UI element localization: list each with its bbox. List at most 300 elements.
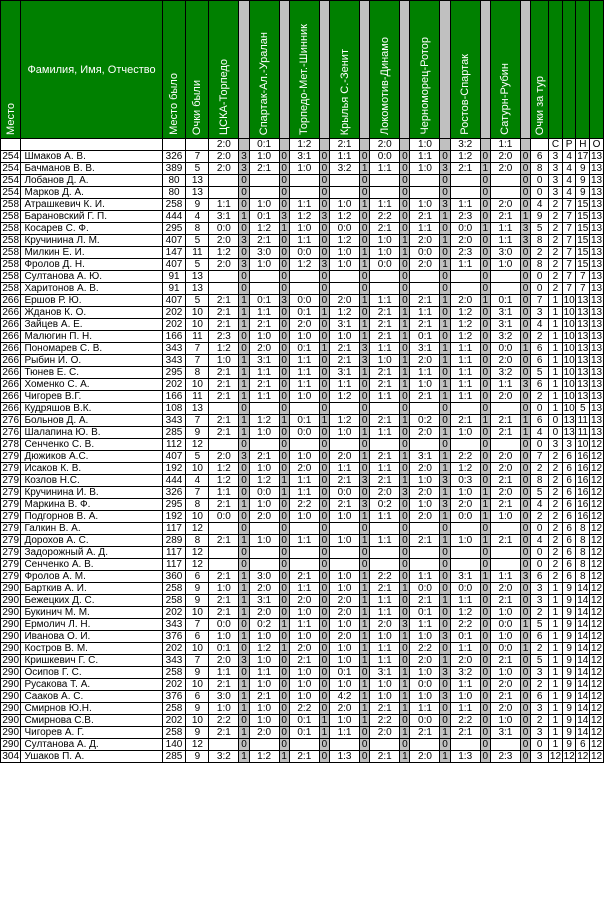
prediction-points-cell: 0 [440,247,450,259]
prediction-cell: 1:2 [209,475,239,487]
prev-points-cell: 12 [186,559,209,571]
prediction-cell: 2:0 [410,259,440,271]
prediction-points-cell: 1 [360,715,370,727]
prediction-points-cell: 0 [480,247,490,259]
table-row [1,235,604,247]
prediction-cell: 2:1 [410,391,440,403]
prediction-cell: 0:0 [490,643,520,655]
prediction-points-cell: 0 [520,283,530,295]
prediction-cell [249,523,279,535]
prediction-cell: 2:0 [249,607,279,619]
prediction-cell: 2:1 [490,655,520,667]
prediction-cell: 0:0 [410,715,440,727]
stat-cell: 13 [591,235,603,246]
prediction-cell: 2:1 [249,451,279,463]
prediction-cell: 1:1 [450,391,480,403]
prediction-cell: 1:0 [330,247,360,259]
prediction-cell [370,187,400,199]
prediction-cell: 0:0 [289,247,319,259]
table-row [1,679,604,691]
prediction-points-cell: 1 [360,511,370,523]
prediction-cell: 2:1 [450,163,480,175]
prediction-cell: 2:0 [289,319,319,331]
prediction-cell [410,739,440,751]
prediction-cell: 1:1 [330,151,360,163]
prediction-cell: 1:3 [450,751,480,763]
prediction-cell: 1:1 [410,619,440,631]
res-gap [279,139,289,151]
prediction-points-cell: 0 [440,223,450,235]
prediction-points-cell: 1 [360,259,370,271]
prev-place-cell: 376 [162,691,186,703]
prev-points-cell: 13 [186,271,209,283]
prediction-cell [209,439,239,451]
stat-cell: 13 [591,343,603,354]
prediction-points-cell: 0 [440,187,450,199]
table-row [1,283,604,295]
prediction-points-cell: 0 [319,751,329,763]
prediction-points-cell: 0 [520,667,530,679]
prediction-cell [330,559,360,571]
prediction-cell: 1:1 [450,703,480,715]
table-row [1,475,604,487]
header-pts-3 [319,1,329,139]
prediction-cell: 1:1 [450,355,480,367]
stat-cell: 2 [549,451,563,463]
table-row [1,355,604,367]
stat-cell: 9 [562,619,576,631]
name-cell: Зайцев А. Е. [21,319,162,331]
name-cell: Бежецких Д. С. [21,595,162,607]
header-prev-points: Очки были [186,1,209,139]
prediction-points-cell: 3 [520,571,530,583]
header-round-points: Очки за тур [531,1,549,139]
prediction-cell [209,559,239,571]
prediction-cell: 1:0 [209,631,239,643]
stat-cell: 6 [562,535,576,547]
name-cell: Сенченко А. В. [21,559,162,571]
header-match-1: ЦСКА-Торпедо [209,1,239,139]
prediction-points-cell: 3 [440,163,450,175]
prediction-cell: 2:0 [330,703,360,715]
name-cell: Пономарев С. В. [21,343,162,355]
prediction-cell [330,739,360,751]
prediction-cell: 1:1 [450,259,480,271]
place-cell: 254 [2,163,20,174]
stat-cell: 12 [591,727,603,738]
place-cell: 290 [2,631,20,642]
prev-place-cell: 202 [162,307,186,319]
prediction-cell: 2:0 [249,511,279,523]
prediction-points-cell: 0 [440,439,450,451]
stat-cell: 14 [577,607,589,618]
prediction-cell: 1:0 [490,667,520,679]
prediction-cell [249,271,279,283]
prediction-points-cell: 1 [440,319,450,331]
prediction-cell: 0:0 [209,619,239,631]
prediction-points-cell: 0 [319,667,329,679]
prev-points-cell: 7 [186,355,209,367]
prediction-cell: 1:0 [450,427,480,439]
table-row [1,619,604,631]
prediction-points-cell: 0 [480,595,490,607]
prediction-cell: 3:1 [450,571,480,583]
prev-place-cell: 192 [162,511,186,523]
prediction-points-cell: 0 [520,583,530,595]
stat-cell: 10 [563,295,575,306]
prediction-cell: 2:0 [410,511,440,523]
stat-cell: 6 [562,547,576,559]
prediction-points-cell: 3 [360,499,370,511]
stat-cell: 6 [562,475,576,487]
prediction-points-cell: 0 [480,355,490,367]
prediction-cell [490,547,520,559]
prediction-points-cell: 1 [319,307,329,319]
prediction-points-cell: 1 [400,667,410,679]
prediction-cell [249,283,279,295]
prediction-points-cell: 0 [239,523,249,535]
prediction-cell: 1:1 [450,199,480,211]
prediction-cell: 2:1 [370,379,400,391]
prev-points-cell: 10 [186,607,209,619]
name-cell: Тюнев Е. С. [21,367,162,379]
prediction-cell: 0:1 [289,715,319,727]
prediction-cell: 1:0 [330,511,360,523]
prediction-cell: 0:0 [289,295,319,307]
round-points-cell: 6 [531,343,549,355]
prediction-points-cell: 0 [239,547,249,559]
prediction-cell: 1:1 [370,655,400,667]
prediction-points-cell: 1 [400,691,410,703]
prev-place-cell: 117 [162,523,186,535]
stat-cell: 12 [563,751,575,762]
prev-points-cell: 12 [186,547,209,559]
prediction-points-cell: 0 [440,523,450,535]
prediction-cell: 2:0 [410,235,440,247]
prediction-points-cell: 1 [520,427,530,439]
table-row [1,439,604,451]
prediction-cell: 1:0 [289,391,319,403]
prediction-points-cell: 0 [520,439,530,451]
prediction-cell: 1:0 [330,583,360,595]
prediction-points-cell: 0 [400,295,410,307]
prediction-cell [490,739,520,751]
round-points-cell: 2 [531,391,549,403]
stat-cell: 16 [577,451,589,462]
prediction-points-cell: 0 [480,619,490,631]
prediction-cell: 3:1 [410,343,440,355]
res-gap [440,139,450,151]
prediction-points-cell: 0 [400,535,410,547]
prediction-cell: 2:2 [450,619,480,631]
prev-place-cell: 295 [162,223,186,235]
prediction-cell: 2:1 [370,307,400,319]
prediction-points-cell: 1 [360,319,370,331]
prediction-cell [289,547,319,559]
prediction-points-cell: 1 [400,475,410,487]
prediction-points-cell: 1 [239,583,249,595]
prediction-points-cell: 0 [520,199,530,211]
stat-cell: 2 [549,559,563,571]
prev-points-cell: 7 [186,151,209,163]
prediction-cell [490,559,520,571]
prediction-cell: 2:1 [209,307,239,319]
prediction-points-cell: 0 [480,187,490,199]
prediction-points-cell: 1 [520,211,530,223]
stat-cell: 12 [591,691,603,702]
prediction-points-cell: 0 [440,271,450,283]
stat-cell: 6 [562,487,576,499]
prediction-cell: 1:0 [330,619,360,631]
prediction-points-cell: 0 [279,535,289,547]
stat-cell: 13 [591,211,603,222]
prediction-points-cell: 1 [360,199,370,211]
res-gap [400,139,410,151]
stat-cell: 6 [562,463,576,475]
prediction-points-cell: 0 [279,691,289,703]
stat-cell: 4 [562,163,576,175]
prediction-cell [490,523,520,535]
prediction-points-cell: 1 [360,535,370,547]
prediction-points-cell: 0 [239,715,249,727]
prediction-points-cell: 1 [400,451,410,463]
place-cell: 258 [2,247,20,258]
match-result: 2:0 [209,139,239,151]
prediction-points-cell: 0 [520,319,530,331]
prediction-cell: 0:1 [289,307,319,319]
prediction-points-cell: 0 [279,163,289,175]
prediction-points-cell: 0 [440,415,450,427]
prediction-cell: 1:0 [370,235,400,247]
stat-cell: 13 [591,259,603,270]
name-cell: Галкин В. А. [21,523,162,535]
prediction-points-cell: 1 [360,427,370,439]
stat-cell: 1 [549,667,563,679]
prediction-points-cell: 0 [319,499,329,511]
prediction-cell: 0:0 [330,487,360,499]
prediction-cell: 1:1 [249,367,279,379]
stat-cell: 15 [577,211,589,222]
prediction-cell: 1:1 [410,367,440,379]
prediction-points-cell: 0 [520,547,530,559]
stat-cell: 12 [577,751,589,762]
prediction-points-cell: 1 [520,343,530,355]
prediction-points-cell: 0 [400,655,410,667]
place-cell: 290 [2,739,20,750]
stat-cell: 4 [562,175,576,187]
prev-points-cell: 10 [186,379,209,391]
prediction-cell: 3:1 [249,355,279,367]
stat-cell: 11 [577,415,588,426]
prediction-points-cell: 0 [400,259,410,271]
prediction-cell [209,547,239,559]
stat-cell: 12 [591,667,603,678]
stat-cell: 8 [576,523,590,535]
prediction-cell: 2:1 [410,319,440,331]
prediction-points-cell: 0 [279,343,289,355]
prediction-cell: 1:2 [289,259,319,271]
table-row [1,451,604,463]
prediction-cell: 2:0 [490,391,520,403]
stat-cell: 12 [591,475,603,486]
prediction-cell [410,439,440,451]
name-cell: Барткив А. И. [21,583,162,595]
prediction-points-cell: 0 [480,475,490,487]
prediction-points-cell: 1 [400,307,410,319]
prediction-points-cell: 0 [400,607,410,619]
prediction-points-cell: 0 [400,283,410,295]
stat-cell: 8 [576,559,590,571]
round-points-cell: 7 [531,451,549,463]
prediction-cell: 1:0 [289,679,319,691]
prediction-cell: 1:1 [330,379,360,391]
table-row [1,223,604,235]
prediction-cell: 1:1 [410,703,440,715]
prediction-points-cell: 1 [480,415,490,427]
prediction-points-cell: 0 [360,559,370,571]
place-cell: 266 [2,319,20,330]
place-cell: 290 [2,583,20,594]
prediction-cell: 1:0 [249,535,279,547]
prediction-cell: 1:2 [249,223,279,235]
prediction-cell: 1:0 [450,691,480,703]
prediction-cell: 2:0 [209,259,239,271]
prediction-cell [209,523,239,535]
prediction-points-cell: 0 [400,523,410,535]
name-cell: Султанова А. Ю. [21,271,162,283]
prediction-points-cell: 1 [360,691,370,703]
prediction-cell: 2:1 [490,211,520,223]
stat-cell: 9 [576,163,590,175]
prediction-points-cell: 0 [400,427,410,439]
prediction-points-cell: 1 [239,499,249,511]
prediction-points-cell: 0 [480,547,490,559]
prediction-points-cell: 3 [239,163,249,175]
prediction-points-cell: 1 [440,463,450,475]
prediction-points-cell: 1 [480,535,490,547]
name-cell: Дюжиков А.С. [21,451,162,463]
prediction-points-cell: 1 [319,715,329,727]
prediction-cell: 2:1 [490,499,520,511]
prediction-cell: 1:1 [450,343,480,355]
prediction-points-cell: 1 [440,295,450,307]
prediction-cell [209,175,239,187]
stat-cell: 14 [577,643,589,654]
stat-cell: 9 [562,739,576,751]
header-match-6: Черноморец-Ротор [410,1,440,139]
prediction-points-cell: 0 [480,283,490,295]
prediction-cell [330,439,360,451]
prediction-cell [289,175,319,187]
prediction-points-cell: 0 [400,499,410,511]
prediction-points-cell: 1 [440,535,450,547]
stat-cell: 0 [549,427,563,439]
prediction-points-cell: 1 [360,163,370,175]
stat-cell: 9 [562,607,576,619]
prediction-cell: 2:0 [410,751,440,763]
stat-cell: 1 [549,595,563,607]
stat-cell: 10 [563,307,575,318]
name-cell: Атрашкевич К. И. [21,199,162,211]
round-points-cell: 2 [531,463,549,475]
prediction-points-cell: 0 [400,463,410,475]
prediction-cell: 2:0 [450,499,480,511]
prev-points-cell: 4 [186,211,209,223]
prediction-cell: 2:0 [410,355,440,367]
prediction-cell: 2:3 [490,751,520,763]
prediction-cell: 1:2 [450,307,480,319]
prediction-cell: 1:0 [490,511,520,523]
prediction-cell: 0:1 [410,331,440,343]
prediction-cell [370,439,400,451]
name-cell: Малюгин П. Н. [21,331,162,343]
prediction-cell: 1:0 [330,655,360,667]
name-cell: Козлов Н.С. [21,475,162,487]
name-cell: Кручинина И. В. [21,487,162,499]
prev-place-cell: 258 [162,703,186,715]
stat-cell: 12 [591,619,603,630]
stat-cell: 12 [591,751,603,762]
prediction-points-cell: 0 [480,427,490,439]
header-blank-4 [590,1,604,139]
prev-place-cell: 80 [162,175,186,187]
stat-cell: 12 [591,451,603,462]
prediction-points-cell: 1 [239,355,249,367]
prediction-cell: 2:1 [410,727,440,739]
stat-cell: 8 [576,535,590,547]
round-points-cell: 3 [531,727,549,739]
prediction-cell [289,403,319,415]
round-points-cell: 5 [531,619,549,631]
stat-cell: 13 [577,391,589,402]
prediction-cell [450,283,480,295]
header-pts-2 [279,1,289,139]
prediction-cell [490,175,520,187]
prev-place-cell: 91 [162,271,186,283]
stat-cell: 13 [591,403,603,414]
stat-cell: 14 [577,583,589,594]
stat-cell: 2 [549,499,563,511]
place-cell: 279 [2,475,20,486]
prediction-points-cell: 0 [239,223,249,235]
prediction-points-cell: 0 [400,595,410,607]
prediction-points-cell: 0 [520,511,530,523]
round-points-cell: 6 [531,379,549,391]
prediction-cell: 0:0 [410,247,440,259]
stat-cell: 13 [591,427,603,438]
prev-points-cell: 11 [186,331,209,343]
prediction-cell [289,559,319,571]
prediction-points-cell: 1 [239,571,249,583]
prediction-cell: 2:3 [450,211,480,223]
place-cell: 266 [2,379,20,390]
prediction-cell: 1:1 [370,199,400,211]
prediction-cell: 1:1 [370,427,400,439]
prediction-cell: 1:1 [410,151,440,163]
stat-cell: 1 [549,295,563,307]
stat-cell: 13 [563,427,575,438]
prediction-cell [370,559,400,571]
prediction-points-cell: 0 [440,307,450,319]
place-cell: 290 [2,619,20,630]
prediction-cell: 1:1 [289,487,319,499]
prediction-points-cell: 0 [440,367,450,379]
prediction-points-cell: 1 [400,415,410,427]
prediction-points-cell: 0 [400,199,410,211]
header-pts-8 [520,1,530,139]
header-blank-3 [576,1,590,139]
prediction-cell: 3:0 [249,571,279,583]
